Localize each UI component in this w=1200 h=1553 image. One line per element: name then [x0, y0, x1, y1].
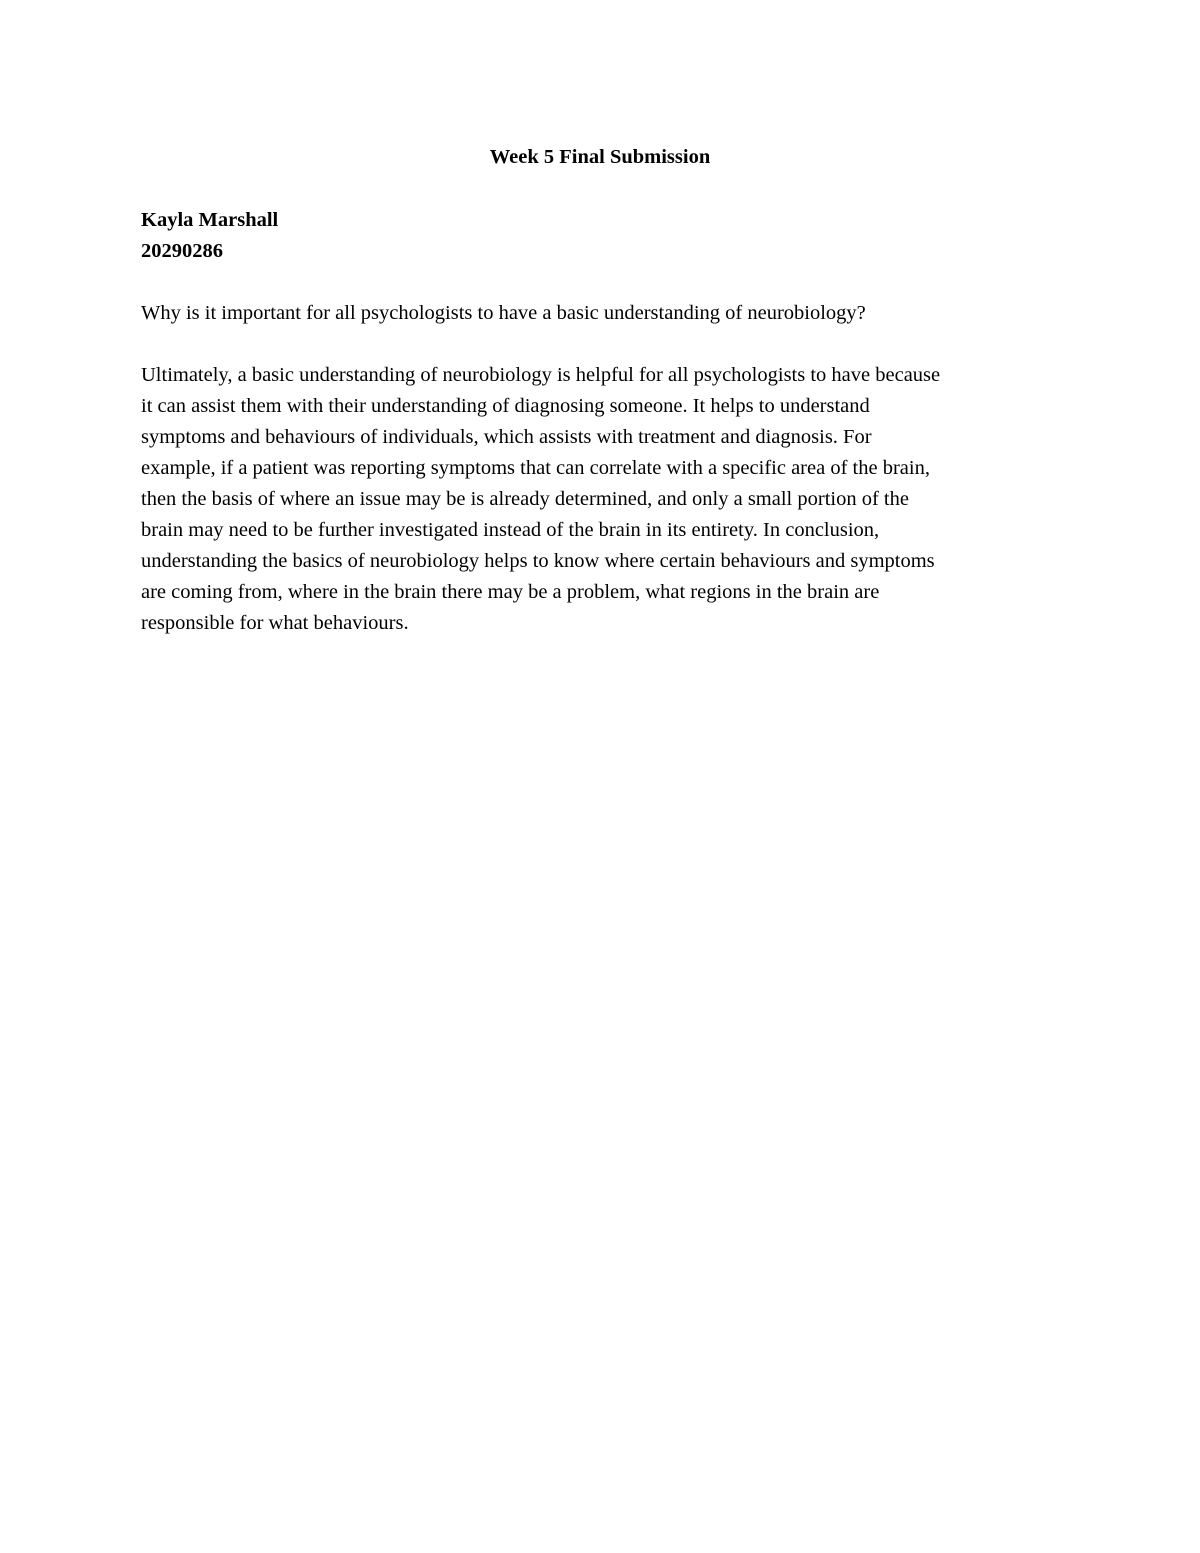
- author-name: Kayla Marshall: [141, 209, 279, 231]
- question-text: Why is it important for all psychologists to have a basic understanding of neurobiology?: [141, 302, 866, 324]
- answer-line: Ultimately, a basic understanding of neurobiology is helpful for all psychologists to have because: [141, 364, 941, 386]
- document-title: Week 5 Final Submission: [489, 146, 711, 168]
- answer-line: responsible for what behaviours.: [141, 612, 409, 634]
- answer-line: it can assist them with their understanding of diagnosing someone. It helps to understand: [141, 395, 870, 417]
- student-id: 20290286: [141, 240, 223, 262]
- answer-line: understanding the basics of neurobiology helps to know where certain behaviours and symptoms: [141, 550, 935, 572]
- answer-line: are coming from, where in the brain there may be a problem, what regions in the brain are: [141, 581, 880, 603]
- answer-line: then the basis of where an issue may be is already determined, and only a small portion of the: [141, 488, 909, 510]
- answer-line: symptoms and behaviours of individuals, which assists with treatment and diagnosis. For: [141, 426, 872, 448]
- author-block: [141, 205, 278, 267]
- answer-line: brain may need to be further investigated instead of the brain in its entirety. In conclusion,: [141, 519, 880, 541]
- answer-line: example, if a patient was reporting symptoms that can correlate with a specific area of the brain,: [141, 457, 930, 479]
- answer-paragraph: [141, 360, 1071, 639]
